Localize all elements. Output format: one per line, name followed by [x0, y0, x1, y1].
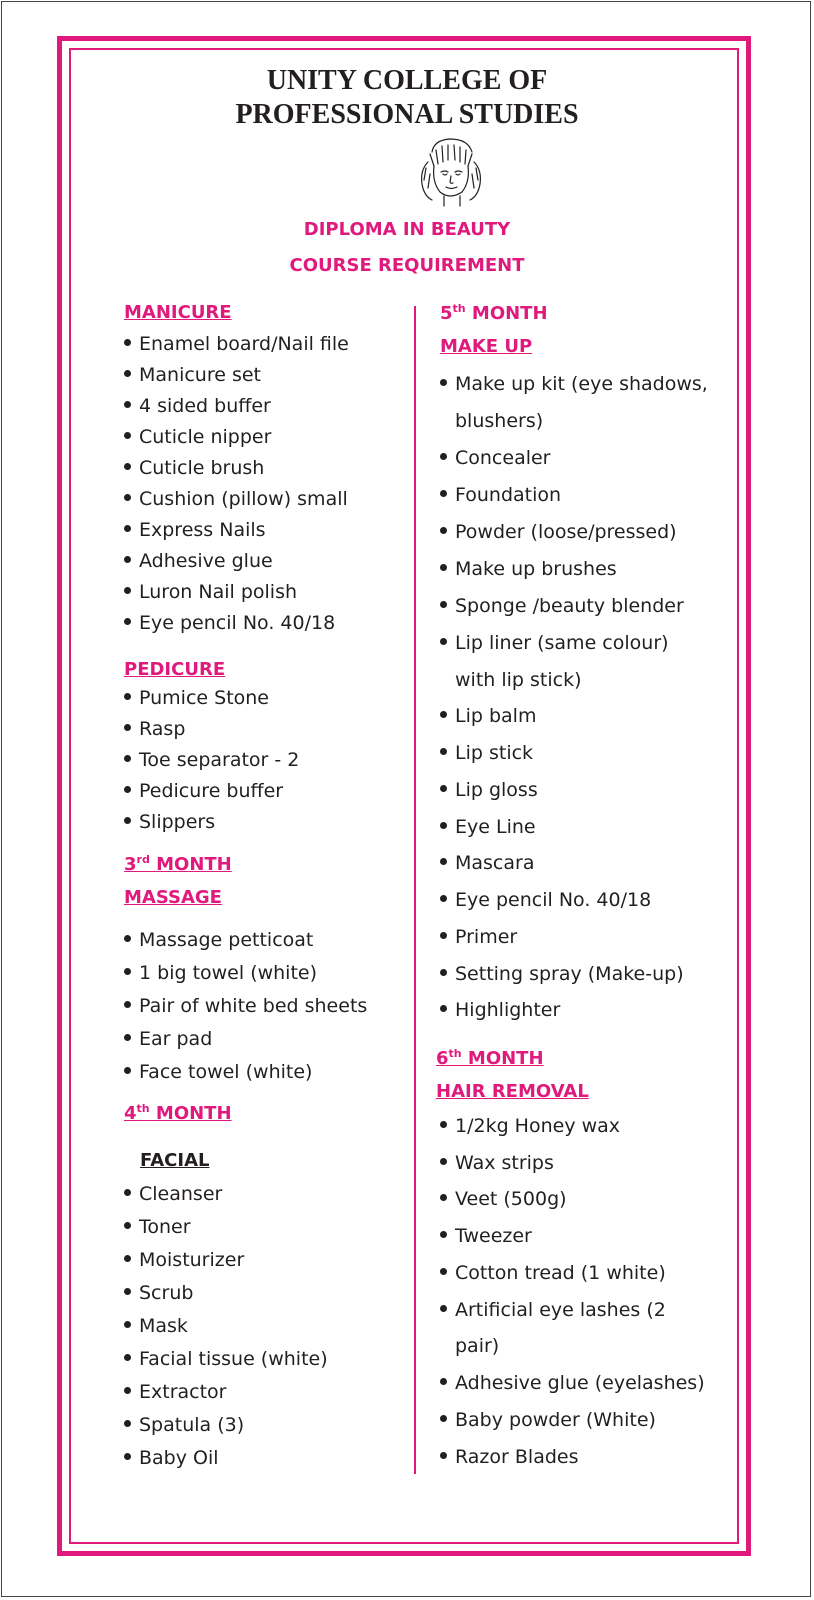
item-text: Make up brushes: [455, 558, 617, 580]
bullet-icon: [440, 379, 447, 386]
section-heading-pedicure: PEDICURE: [124, 659, 226, 680]
bullet-icon: [440, 785, 447, 792]
item-text: Adhesive glue (eyelashes): [455, 1372, 705, 1394]
list-item: [440, 925, 517, 949]
month-suffix: th: [136, 1102, 150, 1115]
item-text: 1/2kg Honey wax: [455, 1115, 621, 1137]
item-text: Mask: [139, 1315, 188, 1337]
item-text: Setting spray (Make-up): [455, 963, 684, 985]
bullet-icon: [124, 1288, 131, 1295]
month-heading-6: [436, 1048, 544, 1070]
month-suffix: th: [448, 1047, 462, 1060]
item-text: Artificial eye lashes (2: [455, 1299, 666, 1321]
list-item: [124, 994, 367, 1018]
list-item: [124, 425, 271, 449]
list-item: [440, 1261, 666, 1285]
bullet-icon: [440, 564, 447, 571]
bullet-icon: [124, 968, 131, 975]
item-text: Baby Oil: [139, 1447, 219, 1469]
list-item: [440, 741, 533, 765]
list-item: [124, 810, 215, 834]
bullet-icon: [440, 711, 447, 718]
bullet-icon: [440, 527, 447, 534]
item-text: Wax strips: [455, 1152, 554, 1174]
item-text: Ear pad: [139, 1028, 213, 1050]
bullet-icon: [124, 1387, 131, 1394]
item-text: Concealer: [455, 447, 551, 469]
list-item: [124, 961, 317, 985]
item-text: Cleanser: [139, 1183, 223, 1205]
item-text: Lip balm: [455, 705, 537, 727]
list-item: [440, 483, 561, 507]
list-item: [124, 1446, 219, 1470]
list-item: [124, 779, 283, 803]
list-item: [440, 1408, 656, 1432]
list-item: [440, 778, 538, 802]
face-sketch-icon: [410, 136, 492, 212]
item-text: Moisturizer: [139, 1249, 245, 1271]
month-suffix: th: [452, 302, 466, 315]
bullet-icon: [124, 339, 131, 346]
section-heading-facial: FACIAL: [140, 1150, 210, 1171]
list-item: [124, 1281, 193, 1305]
bullet-icon: [124, 401, 131, 408]
bullet-icon: [124, 432, 131, 439]
bullet-icon: [440, 895, 447, 902]
bullet-icon: [124, 724, 131, 731]
list-item: [440, 1187, 567, 1211]
item-text: Manicure set: [139, 364, 262, 386]
item-text: Adhesive glue: [139, 550, 273, 572]
item-text: Face towel (white): [139, 1061, 313, 1083]
list-item: [440, 962, 684, 986]
list-item: [124, 686, 269, 710]
month-number: 4: [124, 1103, 137, 1124]
section-heading-massage: MASSAGE: [124, 887, 222, 908]
item-text: Massage petticoat: [139, 929, 314, 951]
list-item: [440, 704, 536, 728]
course-subtitle: [0, 212, 814, 284]
list-item-continuation: pair): [455, 1335, 500, 1357]
bullet-icon: [440, 453, 447, 460]
item-text: Eye pencil No. 40/18: [455, 889, 652, 911]
item-text: Primer: [455, 926, 518, 948]
list-item: [124, 1314, 188, 1338]
bullet-icon: [124, 693, 131, 700]
item-text: Make up kit (eye shadows,: [455, 373, 708, 395]
bullet-icon: [124, 1453, 131, 1460]
list-item: [124, 1215, 191, 1239]
bullet-icon: [124, 494, 131, 501]
bullet-icon: [124, 556, 131, 563]
item-text: Mascara: [455, 852, 535, 874]
list-item: [124, 1027, 212, 1051]
item-text: Highlighter: [455, 999, 561, 1021]
list-item-continuation: blushers): [455, 410, 544, 432]
bullet-icon: [440, 748, 447, 755]
bullet-icon: [440, 490, 447, 497]
bullet-icon: [440, 1452, 447, 1459]
item-text: 4 sided buffer: [139, 395, 271, 417]
item-text: Pumice Stone: [139, 687, 269, 709]
list-item-continuation: with lip stick): [455, 669, 582, 691]
list-item: [124, 1248, 244, 1272]
list-item: [124, 332, 349, 356]
item-text: Luron Nail polish: [139, 581, 298, 603]
bullet-icon: [124, 1034, 131, 1041]
college-title: [0, 64, 814, 132]
item-text: Rasp: [139, 718, 186, 740]
bullet-icon: [124, 1001, 131, 1008]
item-text: Lip liner (same colour): [455, 632, 669, 654]
item-text: Toe separator - 2: [139, 749, 300, 771]
list-item: [440, 631, 669, 655]
item-text: Lip stick: [455, 742, 534, 764]
list-item: [440, 1114, 620, 1138]
month-label: MONTH: [155, 1103, 232, 1124]
list-item: [124, 611, 335, 635]
list-item: [440, 1224, 532, 1248]
bullet-icon: [124, 1321, 131, 1328]
bullet-icon: [124, 935, 131, 942]
item-text: Eye pencil No. 40/18: [139, 612, 336, 634]
list-item: [124, 717, 185, 741]
list-item: [440, 1371, 705, 1395]
list-item: [440, 594, 684, 618]
list-item: [440, 446, 551, 470]
list-item: [124, 748, 299, 772]
item-text: Facial tissue (white): [139, 1348, 328, 1370]
bullet-icon: [124, 1189, 131, 1196]
list-item: [124, 928, 313, 952]
list-item: [124, 549, 273, 573]
list-item: [124, 1380, 227, 1404]
item-text: Razor Blades: [455, 1446, 579, 1468]
column-divider: [414, 306, 416, 1474]
list-item: [124, 1347, 328, 1371]
list-item: [440, 1298, 666, 1322]
month-number: 5: [440, 303, 453, 324]
bullet-icon: [440, 1194, 447, 1201]
item-text: Scrub: [139, 1282, 194, 1304]
month-label: MONTH: [156, 854, 232, 875]
bullet-icon: [440, 601, 447, 608]
month-label: MONTH: [467, 1048, 544, 1069]
list-item: [124, 1182, 222, 1206]
month-number: 6: [436, 1048, 449, 1069]
item-text: Extractor: [139, 1381, 227, 1403]
list-item: [440, 998, 560, 1022]
bullet-icon: [124, 817, 131, 824]
bullet-icon: [440, 1158, 447, 1165]
bullet-icon: [124, 1255, 131, 1262]
item-text: Express Nails: [139, 519, 266, 541]
bullet-icon: [440, 638, 447, 645]
list-item: [124, 363, 261, 387]
month-heading-3: [124, 854, 232, 876]
list-item: [124, 456, 264, 480]
item-text: Eye Line: [455, 816, 536, 838]
list-item: [440, 1151, 554, 1175]
item-text: Baby powder (White): [455, 1409, 656, 1431]
list-item: [440, 1445, 578, 1469]
item-text: Foundation: [455, 484, 562, 506]
item-text: Cushion (pillow) small: [139, 488, 348, 510]
bullet-icon: [440, 858, 447, 865]
bullet-icon: [440, 1121, 447, 1128]
month-number: 3: [124, 854, 137, 875]
bullet-icon: [440, 1268, 447, 1275]
list-item: [440, 815, 536, 839]
bullet-icon: [440, 1378, 447, 1385]
bullet-icon: [124, 755, 131, 762]
month-heading-4: [124, 1103, 232, 1125]
bullet-icon: [124, 786, 131, 793]
subtitle-line-1: DIPLOMA IN BEAUTY: [303, 219, 511, 240]
item-text: Cuticle nipper: [139, 426, 272, 448]
bullet-icon: [124, 1067, 131, 1074]
section-heading-hair-removal: HAIR REMOVAL: [436, 1081, 589, 1102]
bullet-icon: [440, 932, 447, 939]
list-item: [440, 372, 708, 396]
list-item: [440, 520, 677, 544]
item-text: 1 big towel (white): [139, 962, 318, 984]
bullet-icon: [440, 1415, 447, 1422]
bullet-icon: [124, 587, 131, 594]
item-text: Tweezer: [455, 1225, 532, 1247]
subtitle-line-2: COURSE REQUIREMENT: [289, 255, 525, 276]
bullet-icon: [440, 822, 447, 829]
item-text: Slippers: [139, 811, 216, 833]
month-suffix: rd: [136, 853, 150, 866]
month-label: MONTH: [471, 303, 548, 324]
section-heading-manicure: MANICURE: [124, 302, 232, 323]
bullet-icon: [124, 1420, 131, 1427]
item-text: Pedicure buffer: [139, 780, 284, 802]
item-text: Spatula (3): [139, 1414, 245, 1436]
title-line-2: PROFESSIONAL STUDIES: [235, 99, 579, 130]
item-text: Cuticle brush: [139, 457, 265, 479]
bullet-icon: [124, 370, 131, 377]
title-line-1: UNITY COLLEGE OF: [266, 65, 548, 96]
list-item: [124, 580, 297, 604]
bullet-icon: [124, 1222, 131, 1229]
list-item: [440, 888, 651, 912]
section-heading-make-up: MAKE UP: [440, 336, 533, 357]
bullet-icon: [124, 463, 131, 470]
list-item: [124, 518, 266, 542]
month-heading-5: [440, 303, 548, 325]
bullet-icon: [440, 1005, 447, 1012]
item-text: Cotton tread (1 white): [455, 1262, 666, 1284]
list-item: [124, 487, 348, 511]
item-text: Veet (500g): [455, 1188, 567, 1210]
bullet-icon: [440, 969, 447, 976]
item-text: Sponge /beauty blender: [455, 595, 684, 617]
list-item: [440, 851, 534, 875]
bullet-icon: [124, 1354, 131, 1361]
list-item: [124, 1060, 312, 1084]
item-text: Pair of white bed sheets: [139, 995, 368, 1017]
item-text: Enamel board/Nail file: [139, 333, 349, 355]
item-text: Toner: [139, 1216, 191, 1238]
bullet-icon: [124, 525, 131, 532]
bullet-icon: [440, 1231, 447, 1238]
item-text: Powder (loose/pressed): [455, 521, 677, 543]
list-item: [124, 394, 271, 418]
list-item: [440, 557, 617, 581]
bullet-icon: [124, 618, 131, 625]
list-item: [124, 1413, 244, 1437]
bullet-icon: [440, 1305, 447, 1312]
item-text: Lip gloss: [455, 779, 538, 801]
